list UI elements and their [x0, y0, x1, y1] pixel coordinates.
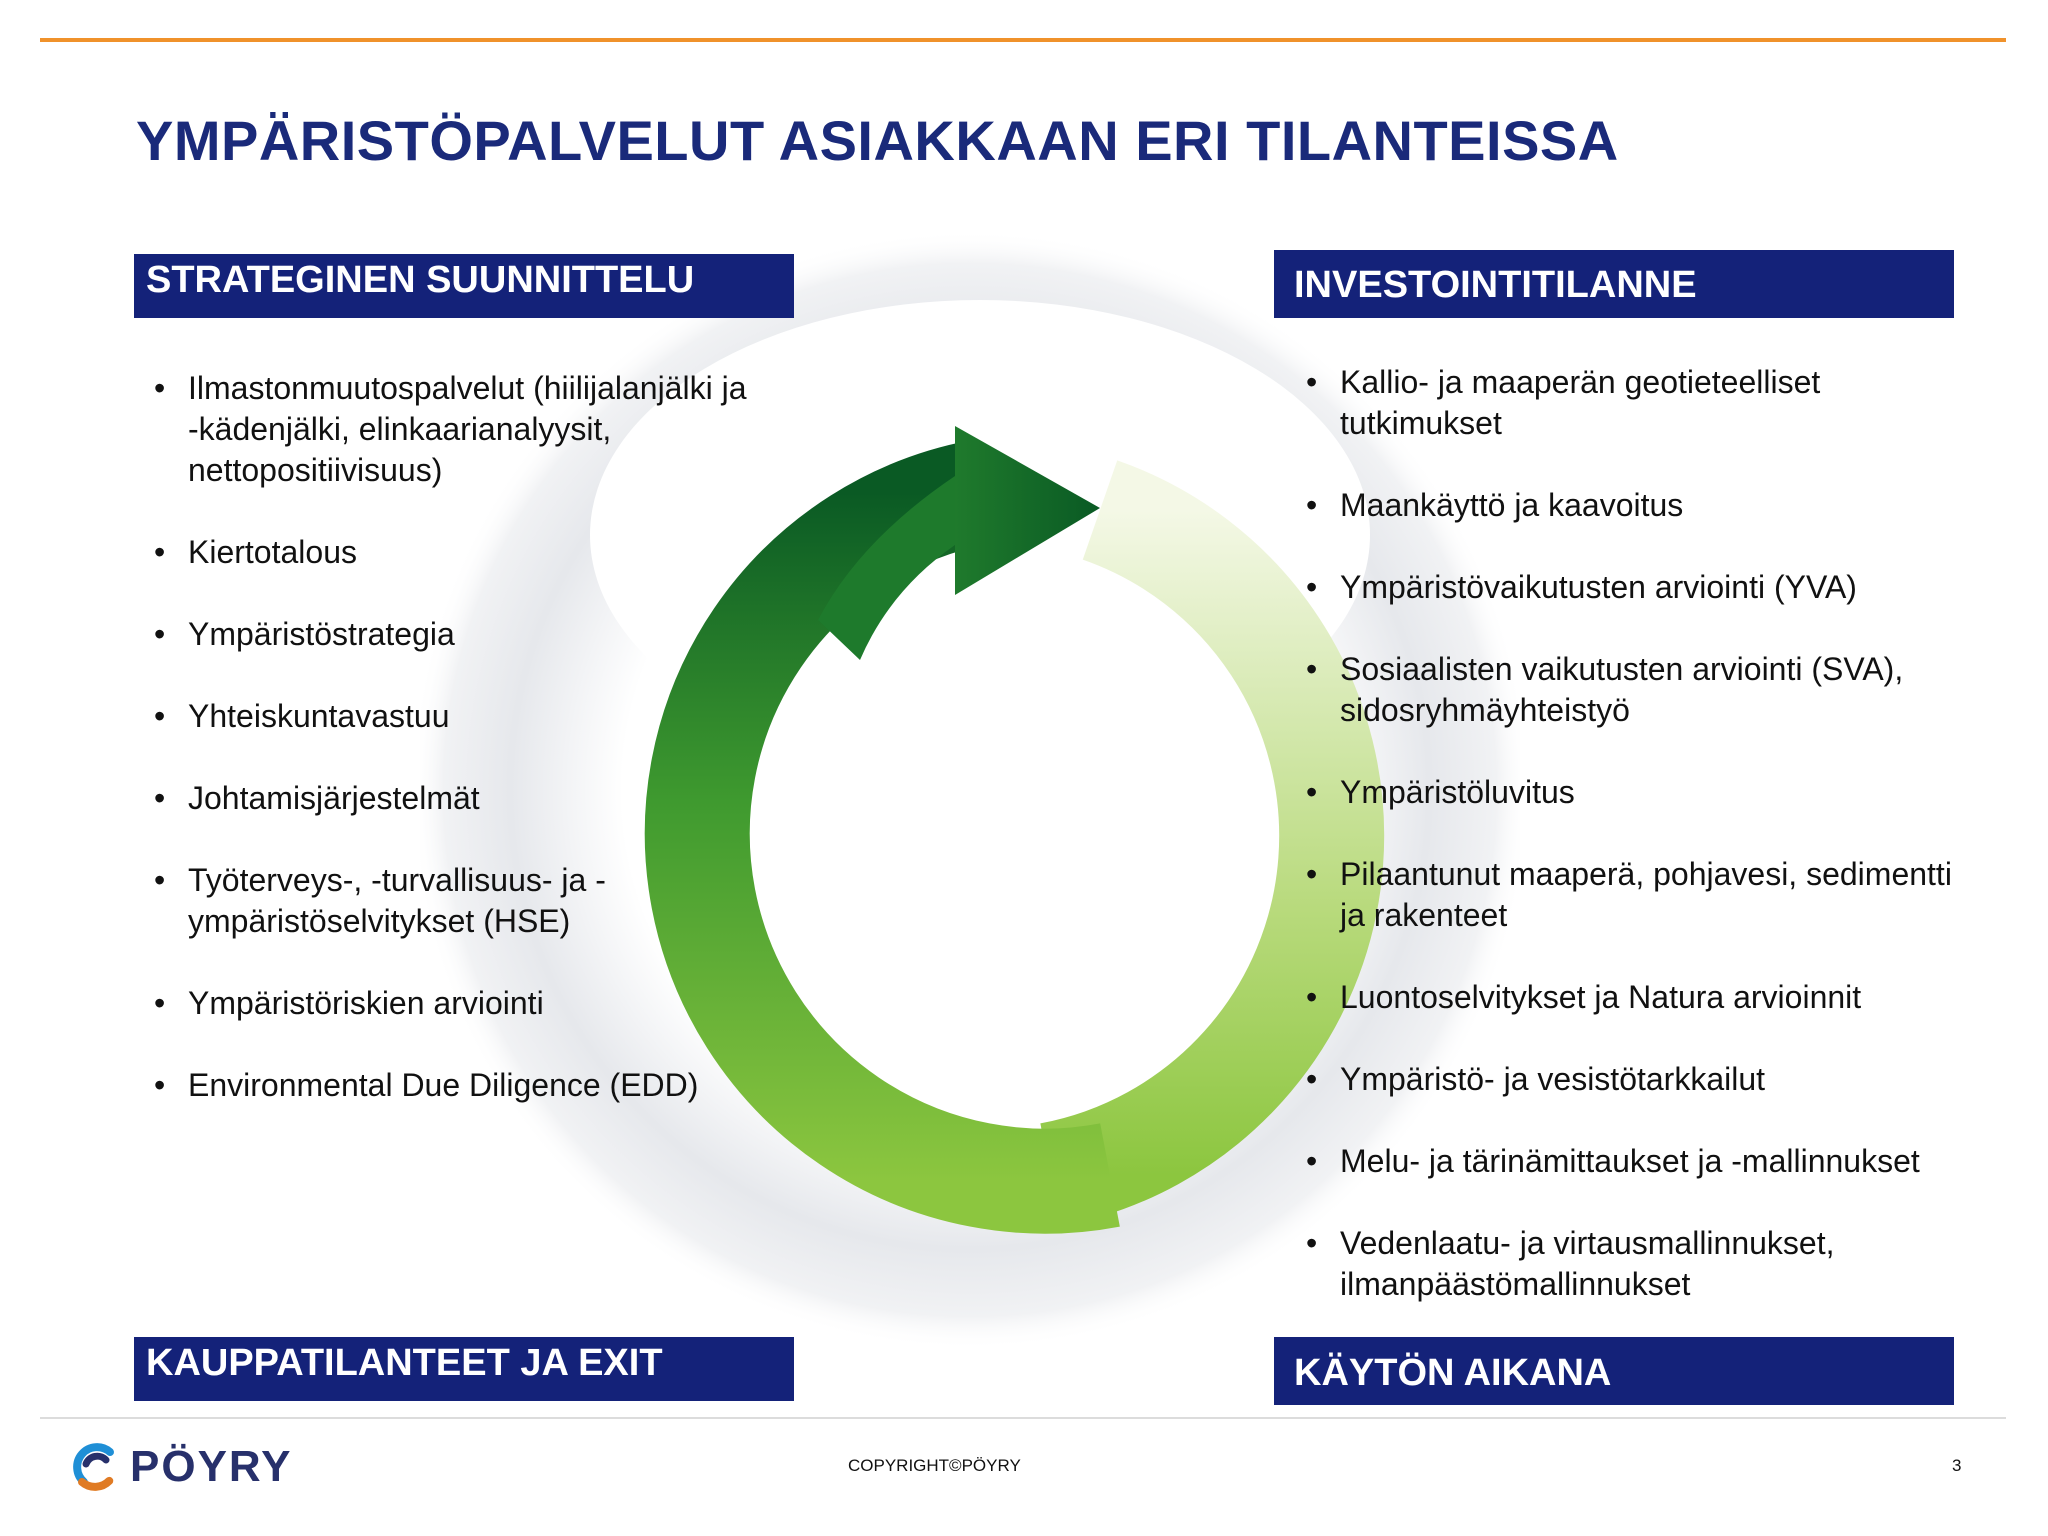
list-item: • Ympäristö- ja vesistötarkkailut	[1298, 1059, 1978, 1100]
footer-divider	[40, 1417, 2006, 1419]
box-kauppatilanteet: KAUPPATILANTEET JA EXIT	[134, 1337, 794, 1401]
poyry-logo	[72, 1442, 292, 1492]
top-accent-rule	[40, 38, 2006, 42]
page-number: 3	[1952, 1456, 1962, 1475]
list-item: • Ympäristövaikutusten arviointi (YVA)	[1298, 567, 1978, 608]
list-item: • Maankäyttö ja kaavoitus	[1298, 485, 1978, 526]
list-item: • Kallio- ja maaperän geotieteelliset tutkimukset	[1298, 362, 1978, 444]
list-item: • Ympäristöstrategia	[146, 614, 766, 655]
slide-title: YMPÄRISTÖPALVELUT ASIAKKAAN ERI TILANTEISSA	[136, 109, 1619, 172]
poyry-logo-icon	[72, 1442, 120, 1492]
list-item: • Työterveys-, -turvallisuus- ja -ympäristöselvitykset (HSE)	[146, 860, 766, 942]
right-service-list	[1298, 362, 1978, 1346]
list-item: • Melu- ja tärinämittaukset ja -mallinnukset	[1298, 1141, 1978, 1182]
list-item: • Sosiaalisten vaikutusten arviointi (SVA), sidosryhmäyhteistyö	[1298, 649, 1978, 731]
box-strateginen-suunnittelu: STRATEGINEN SUUNNITTELU	[134, 254, 794, 318]
list-item: • Ilmastonmuutospalvelut (hiilijalanjälki ja -kädenjälki, elinkaarianalyysit, nettopositiivisuus)	[146, 368, 766, 491]
list-item: • Luontoselvitykset ja Natura arvioinnit	[1298, 977, 1978, 1018]
copyright: COPYRIGHT©PÖYRY	[848, 1456, 1021, 1475]
list-item: • Ympäristöriskien arviointi	[146, 983, 766, 1024]
logo-text: PÖYRY	[130, 1442, 293, 1491]
left-service-list	[146, 368, 766, 1147]
list-item: • Ympäristöluvitus	[1298, 772, 1978, 813]
list-item: • Kiertotalous	[146, 532, 766, 573]
box-kayton-aikana: KÄYTÖN AIKANA	[1274, 1337, 1954, 1405]
list-item: • Environmental Due Diligence (EDD)	[146, 1065, 766, 1106]
box-investointitilanne: INVESTOINTITILANNE	[1274, 250, 1954, 318]
list-item: • Yhteiskuntavastuu	[146, 696, 766, 737]
list-item: • Pilaantunut maaperä, pohjavesi, sedimentti ja rakenteet	[1298, 854, 1978, 936]
list-item: • Vedenlaatu- ja virtausmallinnukset, ilmanpäästömallinnukset	[1298, 1223, 1978, 1305]
list-item: • Johtamisjärjestelmät	[146, 778, 766, 819]
